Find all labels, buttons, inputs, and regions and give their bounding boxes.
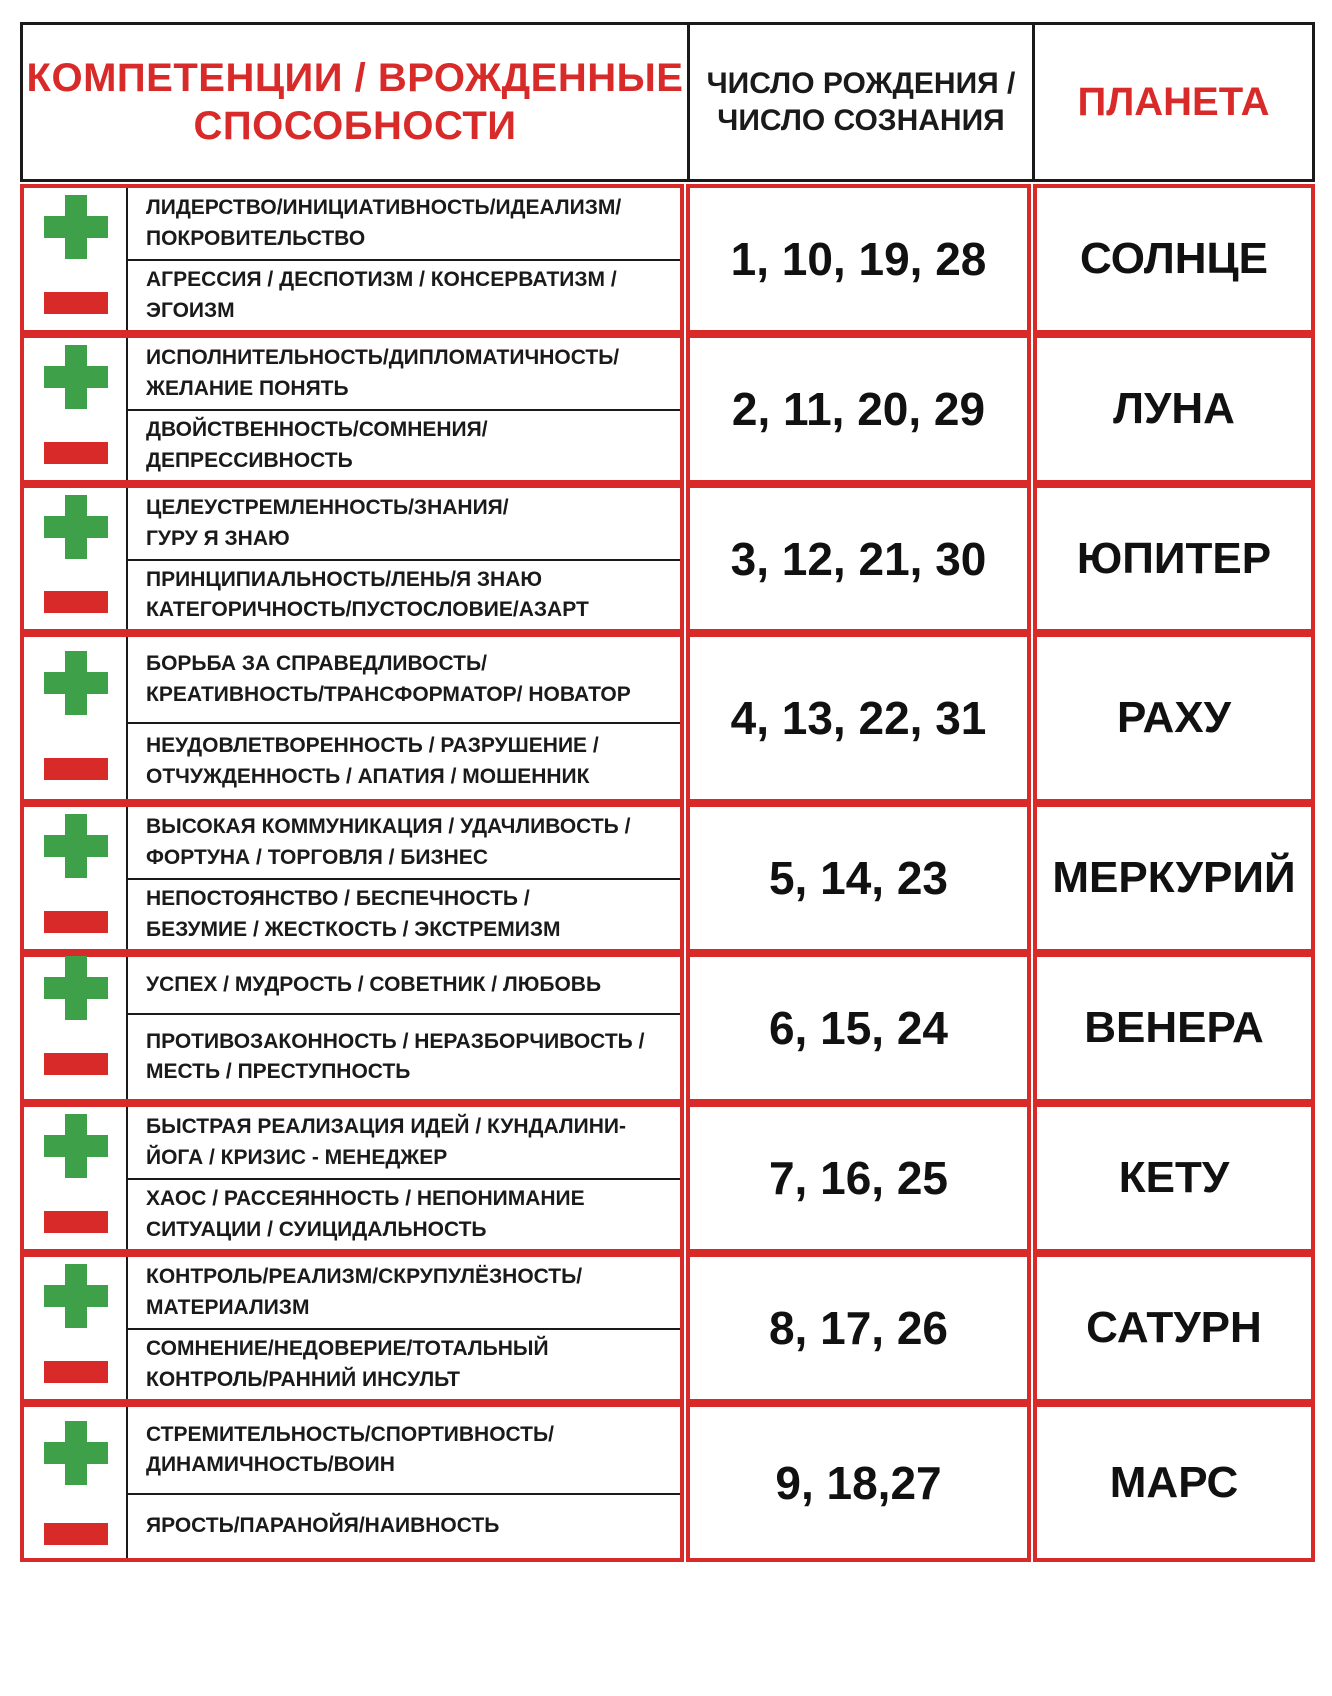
birth-numbers: 1, 10, 19, 28 [686,184,1031,334]
birth-numbers: 6, 15, 24 [686,953,1031,1103]
table-header [20,22,1315,182]
header-competencies: КОМПЕТЕНЦИИ / ВРОЖДЕННЫЕ СПОСОБНОСТИ [26,56,684,148]
negative-trait-line: ЭГОИЗМ [146,298,235,322]
competencies-cell [20,1253,684,1403]
positive-trait-line: ЛИДЕРСТВО/ИНИЦИАТИВНОСТЬ/ИДЕАЛИЗМ/ [146,196,622,220]
negative-trait-line: ДВОЙСТВЕННОСТЬ/СОМНЕНИЯ/ [146,418,488,442]
positive-trait-line: УСПЕХ / МУДРОСТЬ / СОВЕТНИК / ЛЮБОВЬ [146,972,602,996]
positive-traits [128,338,680,411]
table-row [20,1103,1315,1253]
traits-column [128,338,680,480]
minus-icon [44,591,108,613]
negative-traits [128,1495,680,1558]
positive-trait-line: ВЫСОКАЯ КОММУНИКАЦИЯ / УДАЧЛИВОСТЬ / [146,815,631,839]
birth-numbers: 8, 17, 26 [686,1253,1031,1403]
competencies-cell [20,334,684,484]
signs-column [24,1257,128,1399]
positive-trait-line: ЦЕЛЕУСТРЕМЛЕННОСТЬ/ЗНАНИЯ/ [146,496,509,520]
positive-traits [128,1407,680,1495]
negative-trait-line: БЕЗУМИЕ / ЖЕСТКОСТЬ / ЭКСТРЕМИЗМ [146,917,561,941]
negative-trait-line: ЯРОСТЬ/ПАРАНОЙЯ/НАИВНОСТЬ [146,1514,500,1538]
negative-trait-line: ПРОТИВОЗАКОННОСТЬ / НЕРАЗБОРЧИВОСТЬ / [146,1029,645,1053]
planet-name: СОЛНЦЕ [1033,184,1315,334]
planet-name: ВЕНЕРА [1033,953,1315,1103]
traits-column [128,1107,680,1249]
minus-icon [44,911,108,933]
minus-icon [44,758,108,780]
traits-column [128,488,680,629]
positive-trait-line: ДИНАМИЧНОСТЬ/ВОИН [146,1453,395,1476]
plus-icon [44,956,108,1020]
negative-traits [128,1330,680,1399]
table-row [20,184,1315,334]
negative-traits [128,411,680,480]
positive-traits [128,957,680,1015]
competencies-cell [20,1103,684,1253]
planet-name: САТУРН [1033,1253,1315,1403]
signs-column [24,957,128,1099]
birth-numbers: 2, 11, 20, 29 [686,334,1031,484]
traits-column [128,957,680,1099]
positive-traits [128,807,680,880]
positive-traits [128,188,680,261]
plus-icon [44,814,108,878]
minus-icon [44,1053,108,1075]
positive-traits [128,637,680,724]
negative-trait-line: СОМНЕНИЕ/НЕДОВЕРИЕ/ТОТАЛЬНЫЙ [146,1337,549,1361]
planet-name: МЕРКУРИЙ [1033,803,1315,953]
minus-icon [44,1361,108,1383]
positive-traits [128,488,680,561]
signs-column [24,1407,128,1558]
negative-traits [128,261,680,330]
table-row [20,334,1315,484]
negative-trait-line: ПРИНЦИПИАЛЬНОСТЬ/ЛЕНЬ/Я ЗНАЮ [146,567,543,591]
positive-trait-line: ИСПОЛНИТЕЛЬНОСТЬ/ДИПЛОМАТИЧНОСТЬ/ [146,346,620,370]
planet-name: МАРС [1033,1403,1315,1562]
negative-trait-line: ДЕПРЕССИВНОСТЬ [146,448,353,472]
positive-trait-line: ФОРТУНА / ТОРГОВЛЯ / БИЗНЕС [146,845,488,869]
signs-column [24,188,128,330]
negative-traits [128,724,680,799]
traits-column [128,1407,680,1558]
table-row [20,484,1315,633]
positive-traits [128,1107,680,1180]
signs-column [24,488,128,629]
planet-name: ЮПИТЕР [1033,484,1315,633]
plus-icon [44,1264,108,1328]
planet-name: РАХУ [1033,633,1315,803]
plus-icon [44,495,108,559]
negative-trait-line: КАТЕГОРИЧНОСТЬ/ПУСТОСЛОВИЕ/АЗАРТ [146,598,589,621]
traits-column [128,1257,680,1399]
traits-column [128,188,680,330]
plus-icon [44,195,108,259]
competencies-cell [20,953,684,1103]
positive-trait-line: КРЕАТИВНОСТЬ/ТРАНСФОРМАТОР/ НОВАТОР [146,682,631,706]
competencies-cell [20,633,684,803]
negative-traits [128,561,680,629]
positive-trait-line: МАТЕРИАЛИЗМ [146,1295,310,1319]
table-row [20,953,1315,1103]
signs-column [24,1107,128,1249]
minus-icon [44,292,108,314]
negative-trait-line: ХАОС / РАССЕЯННОСТЬ / НЕПОНИМАНИЕ [146,1187,585,1211]
planet-name: КЕТУ [1033,1103,1315,1253]
plus-icon [44,345,108,409]
positive-trait-line: КОНТРОЛЬ/РЕАЛИЗМ/СКРУПУЛЁЗНОСТЬ/ [146,1265,583,1289]
minus-icon [44,1523,108,1545]
negative-trait-line: НЕПОСТОЯНСТВО / БЕСПЕЧНОСТЬ / [146,887,530,911]
planet-name: ЛУНА [1033,334,1315,484]
positive-trait-line: ПОКРОВИТЕЛЬСТВО [146,226,366,250]
negative-traits [128,1180,680,1249]
negative-trait-line: ОТЧУЖДЕННОСТЬ / АПАТИЯ / МОШЕННИК [146,764,590,788]
minus-icon [44,1211,108,1233]
birth-numbers: 7, 16, 25 [686,1103,1031,1253]
traits-column [128,807,680,949]
plus-icon [44,651,108,715]
positive-trait-line: СТРЕМИТЕЛЬНОСТЬ/СПОРТИВНОСТЬ/ [146,1422,554,1446]
signs-column [24,637,128,799]
traits-column [128,637,680,799]
header-planet: ПЛАНЕТА [1032,25,1312,179]
negative-trait-line: СИТУАЦИИ / СУИЦИДАЛЬНОСТЬ [146,1217,487,1241]
negative-trait-line: КОНТРОЛЬ/РАННИЙ ИНСУЛЬТ [146,1367,460,1391]
table-row [20,1253,1315,1403]
birth-numbers: 9, 18,27 [686,1403,1031,1562]
birth-numbers: 5, 14, 23 [686,803,1031,953]
competencies-cell [20,803,684,953]
positive-trait-line: БОРЬБА ЗА СПРАВЕДЛИВОСТЬ/ [146,652,487,676]
plus-icon [44,1421,108,1485]
positive-trait-line: ЖЕЛАНИЕ ПОНЯТЬ [146,376,349,400]
header-birth-number: ЧИСЛО РОЖДЕНИЯ / ЧИСЛО СОЗНАНИЯ [687,25,1032,179]
competencies-cell [20,1403,684,1562]
positive-traits [128,1257,680,1330]
signs-column [24,338,128,480]
signs-column [24,807,128,949]
competencies-cell [20,484,684,633]
positive-trait-line: БЫСТРАЯ РЕАЛИЗАЦИЯ ИДЕЙ / КУНДАЛИНИ- [146,1115,627,1139]
competencies-cell [20,184,684,334]
minus-icon [44,442,108,464]
positive-trait-line: ЙОГА / КРИЗИС - МЕНЕДЖЕР [146,1145,448,1169]
negative-traits [128,1015,680,1099]
negative-traits [128,880,680,949]
table-row [20,1403,1315,1562]
birth-numbers: 3, 12, 21, 30 [686,484,1031,633]
plus-icon [44,1114,108,1178]
negative-trait-line: МЕСТЬ / ПРЕСТУПНОСТЬ [146,1060,411,1083]
table-row [20,803,1315,953]
negative-trait-line: НЕУДОВЛЕТВОРЕННОСТЬ / РАЗРУШЕНИЕ / [146,734,599,758]
table-row [20,633,1315,803]
birth-numbers: 4, 13, 22, 31 [686,633,1031,803]
negative-trait-line: АГРЕССИЯ / ДЕСПОТИЗМ / КОНСЕРВАТИЗМ / [146,268,617,292]
positive-trait-line: ГУРУ Я ЗНАЮ [146,526,290,550]
